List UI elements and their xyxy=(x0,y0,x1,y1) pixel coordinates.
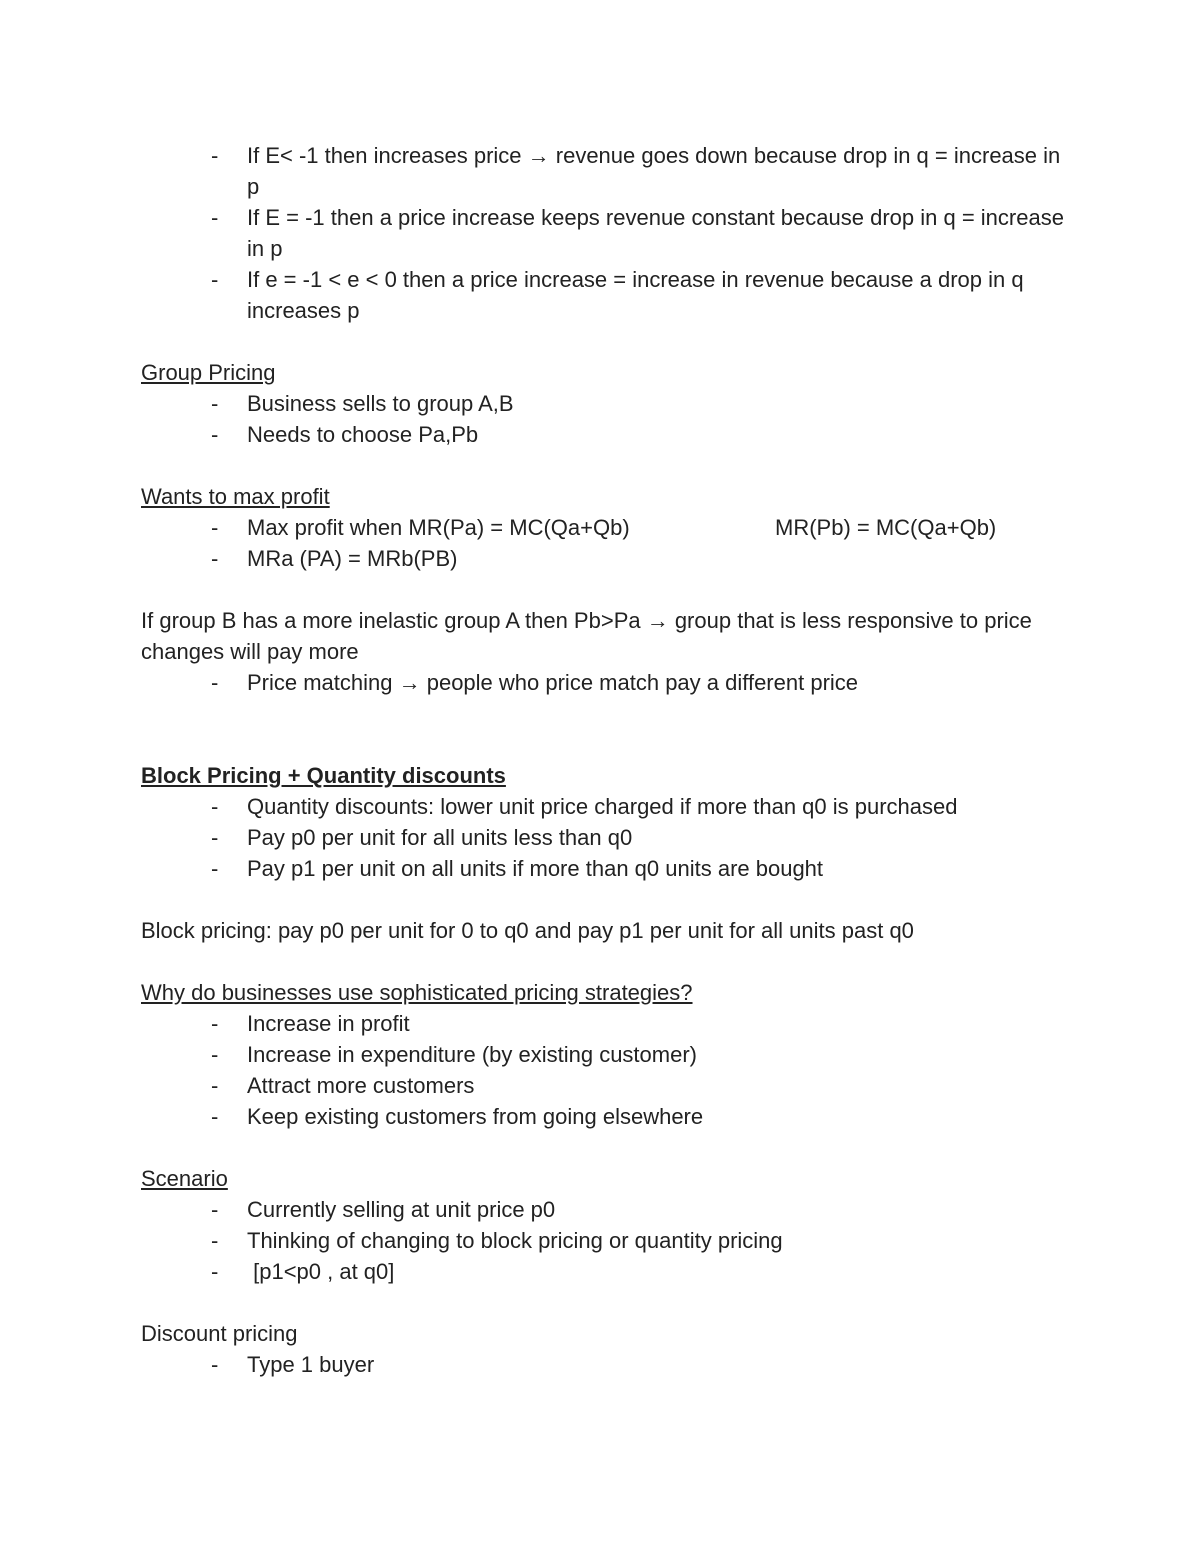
list-item xyxy=(141,202,1071,264)
list-item xyxy=(141,1101,1071,1132)
bullet-dash: - xyxy=(211,267,219,292)
bullet-dash: - xyxy=(211,794,219,819)
list-item xyxy=(141,140,1071,202)
paragraph-block-pricing-definition: Block pricing: pay p0 per unit for 0 to q0 and pay p1 per unit for all units past q0 xyxy=(141,918,914,943)
bullet-text: Price matching → people who price match pay a different price xyxy=(247,670,859,695)
bullet-text: If E< -1 then increases price → revenue goes down because drop in q = increase in p xyxy=(247,143,1061,199)
bullet-text: Quantity discounts: lower unit price charged if more than q0 is purchased xyxy=(247,794,958,819)
list-item xyxy=(141,419,1071,450)
bullet-text: Thinking of changing to block pricing or quantity pricing xyxy=(247,1228,783,1253)
bullet-text: Pay p0 per unit for all units less than q0 xyxy=(247,825,633,850)
list-item xyxy=(141,1349,1071,1380)
bullet-dash: - xyxy=(211,670,219,695)
bullet-text-right: MR(Pb) = MC(Qa+Qb) xyxy=(775,515,997,540)
list-item xyxy=(141,1008,1071,1039)
list-item xyxy=(141,1194,1071,1225)
bullet-text: Currently selling at unit price p0 xyxy=(247,1197,556,1222)
list-item xyxy=(141,1256,1071,1287)
bullet-dash: - xyxy=(211,1352,219,1377)
bullet-dash: - xyxy=(211,1259,219,1284)
list-item xyxy=(141,543,1071,574)
bullet-text: If e = -1 < e < 0 then a price increase = increase in revenue because a drop in q increases p xyxy=(247,267,1024,323)
bullet-text: Business sells to group A,B xyxy=(247,391,514,416)
bullet-dash: - xyxy=(211,1073,219,1098)
bullet-text: [p1<p0 , at q0] xyxy=(247,1259,395,1284)
bullet-text: Type 1 buyer xyxy=(247,1352,375,1377)
section-heading-why: Why do businesses use sophisticated pricing strategies? xyxy=(141,980,693,1005)
section-heading-group-pricing: Group Pricing xyxy=(141,360,276,385)
list-item xyxy=(141,388,1071,419)
bullet-text: Increase in expenditure (by existing customer) xyxy=(247,1042,697,1067)
bullet-dash: - xyxy=(211,391,219,416)
bullet-dash: - xyxy=(211,1228,219,1253)
bullet-dash: - xyxy=(211,422,219,447)
bullet-text: Needs to choose Pa,Pb xyxy=(247,422,479,447)
bullet-text: If E = -1 then a price increase keeps revenue constant because drop in q = increase in p xyxy=(247,205,1064,261)
bullet-dash: - xyxy=(211,143,219,168)
bullet-text: Increase in profit xyxy=(247,1011,410,1036)
section-heading-scenario: Scenario xyxy=(141,1166,228,1191)
bullet-dash: - xyxy=(211,205,219,230)
bullet-dash: - xyxy=(211,856,219,881)
list-item xyxy=(141,1039,1071,1070)
bullet-text: Keep existing customers from going elsewhere xyxy=(247,1104,704,1129)
paragraph-inelastic: If group B has a more inelastic group A then Pb>Pa → group that is less responsive to price changes will pay more xyxy=(141,608,1032,664)
list-item xyxy=(141,264,1071,326)
section-heading-discount-pricing: Discount pricing xyxy=(141,1321,298,1346)
list-item xyxy=(141,667,1071,698)
section-heading-max-profit: Wants to max profit xyxy=(141,484,330,509)
bullet-text: Attract more customers xyxy=(247,1073,475,1098)
list-item xyxy=(141,853,1071,884)
bullet-dash: - xyxy=(211,1011,219,1036)
bullet-text: Max profit when MR(Pa) = MC(Qa+Qb) xyxy=(247,515,630,540)
list-item xyxy=(141,512,1071,543)
bullet-dash: - xyxy=(211,1197,219,1222)
document-content xyxy=(141,140,1071,1380)
list-item xyxy=(141,822,1071,853)
bullet-dash: - xyxy=(211,1104,219,1129)
list-item xyxy=(141,1070,1071,1101)
list-item xyxy=(141,1225,1071,1256)
bullet-text: MRa (PA) = MRb(PB) xyxy=(247,546,458,571)
list-item xyxy=(141,791,1071,822)
bullet-dash: - xyxy=(211,825,219,850)
bullet-text: Pay p1 per unit on all units if more than q0 units are bought xyxy=(247,856,824,881)
bullet-dash: - xyxy=(211,546,219,571)
bullet-dash: - xyxy=(211,1042,219,1067)
bullet-dash: - xyxy=(211,515,219,540)
section-heading-block-pricing: Block Pricing + Quantity discounts xyxy=(141,763,506,788)
